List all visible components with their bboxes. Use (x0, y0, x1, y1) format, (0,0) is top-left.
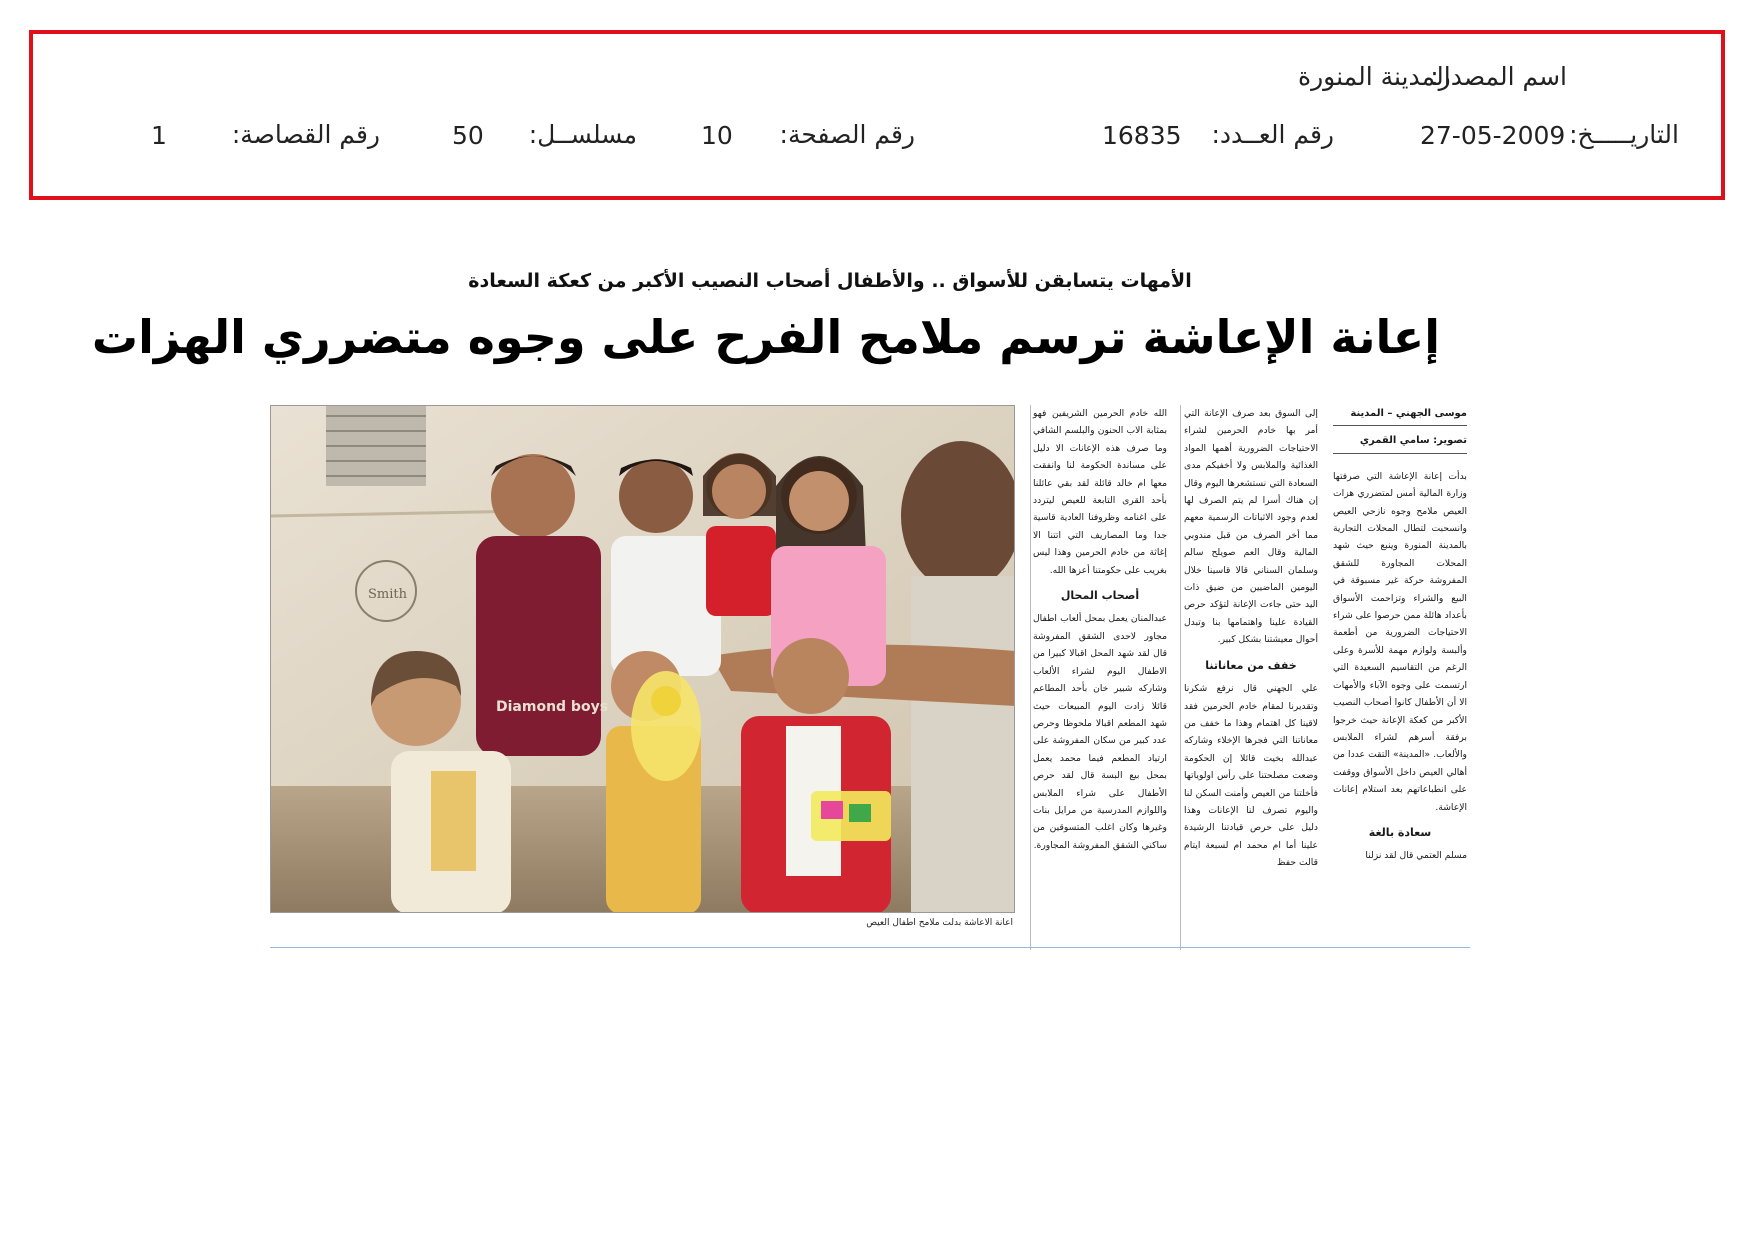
article-column-3 (1033, 405, 1167, 854)
article-column-1 (1333, 405, 1467, 865)
issue-label: رقم العــدد: (1211, 120, 1334, 149)
column-divider (1030, 405, 1031, 950)
article-photo (270, 405, 1015, 913)
source-value: المدينة المنورة (1298, 62, 1451, 91)
issue-value: 16835 (1102, 121, 1182, 150)
date-label: التاريـــــخ: (1569, 120, 1679, 149)
article-byline: موسى الجهني – المدينة (1333, 405, 1467, 426)
clip-number-value: 1 (151, 121, 167, 150)
photo-caption: اعانة الاعاشة بدلت ملامح اطفال العيص (866, 918, 1013, 928)
subheading-eased-suffering: خفف من معاناتنا (1205, 658, 1297, 672)
article-column-2 (1184, 405, 1318, 872)
column-1-paragraph-1: بدأت إعانة الإعاشة التي صرفتها وزارة المالية أمس لمتضرري هزات العيص ملامح وجوه نازحي العيص وانسحبت لتطال المحلات التجارية بالمدينة المنورة وينبع حيث شهد المحلات المجاورة للشقق المفروشة حركة غير مسبوقة في البيع والشراء وتزاحمت الأسواق بأعداد هائلة ممن حرصوا على شراء الاحتياجات الضرورية من أطعمة وألبسة ولوازم مهمة للأسرة وعلى الرغم من التقاسيم السعيدة التي ارتسمت على وجوه الآباء والأمهات الا أن الأطفال كانوا أصحاب النصيب الأكبر من كعكة الإعانة حيث خرجوا برفقة أسرهم لشراء الملابس والألعاب. «المدينة» التقت عددا من أهالي العيص داخل الأسواق ووقفت على انطباعاتهم بعد استلام إعانات الإعاشة. (1333, 470, 1467, 813)
serial-value: 50 (452, 121, 484, 150)
shirt-text: Diamond boys (496, 699, 609, 715)
clip-number-label: رقم القصاصة: (231, 120, 380, 149)
article-kicker: الأمهات يتسابقن للأسواق .. والأطفال أصحاب النصيب الأكبر من كعكة السعادة (468, 270, 1192, 292)
clipping-metadata-box (29, 30, 1725, 200)
subheading-extreme-happiness: سعادة بالغة (1368, 825, 1432, 839)
column-3-paragraph-2: عبدالمنان يعمل بمحل ألعاب اطفال مجاور لاحدى الشقق المفروشة قال لقد شهد المحل اقبالا كبيرا من الاطفال اليوم لشراء الألعاب وشاركه شبير خان بأحد المطاعم قائلا زادت اليوم المبيعات حيث شهد المطعم اقبالا ملحوظا وحرص عدد كبير من سكان المفروشة على ارتياد المطعم فيما محمد يعمل بمحل بيع البسة قال لقد حرص الأطفال على شراء الملابس واللوازم المدرسية من مرايل بنات وغيرها وكان اغلب المتسوقين من ساكني الشقق المفروشة المجاورة. (1033, 613, 1167, 851)
page-value: 10 (701, 121, 733, 150)
subheading-shop-owners: أصحاب المحال (1060, 589, 1140, 603)
source-label: اسم المصدر: (1430, 62, 1567, 91)
article-bottom-rule (270, 947, 1470, 948)
column-1-paragraph-2: مسلم العتمي قال لقد نزلنا (1365, 850, 1467, 862)
column-divider (1180, 405, 1181, 950)
tent-logo-text: Smith (368, 587, 407, 602)
date-value: 27-05-2009 (1420, 121, 1566, 150)
page-label: رقم الصفحة: (779, 120, 915, 149)
column-3-paragraph-1: الله خادم الحرمين الشريفين فهو بمثابة الاب الحنون والبلسم الشافي وما صرف هذه الإعانات الا دليل على مساندة الحكومة لنا وانفقت معها ام خالد قائلة لقد بقي عائلنا بأحد القرى التابعة للعيص ليتردد على اغنامه وظروفنا العادية قاسية جدا وما المصاريف التي اتتنا الا إغاثة من خادم الحرمين وهذا ليس بغريب على حكومتنا أعزها الله. (1033, 408, 1167, 576)
photo-credit: تصوير: سامي القمري (1333, 432, 1467, 453)
column-2-paragraph-2: علي الجهني قال نرفع شكرنا وتقديرنا لمقام خادم الحرمين فقد لاقينا كل اهتمام وهذا ما خفف من معاناتنا التي فجرها الإخلاء وشاركه عبدالله بخيت قائلا إن الحكومة وضعت مصلحتنا على رأس اولوياتها فأخلتنا من العيص وأمنت السكن لنا واليوم تصرف لنا الإعانات وهذا دليل على حرص قيادتنا الرشيدة علينا أما ام محمد ام لسبعة ايتام قالت حفظ (1184, 683, 1318, 869)
column-2-paragraph-1: إلى السوق بعد صرف الإعانة التي أمر بها خادم الحرمين لشراء الاحتياجات الضرورية أهمها المواد الغذائية والملابس ولا أخفيكم مدى السعادة التي نستشعرها اليوم وقال إن هناك أسرا لم يتم الصرف لها لعدم وجود الاثباتات الرسمية معهم مما أخر الصرف من قبل مندوبي المالية وقال العم صويلح سالم وسلمان السناني قالا قاسينا خلال اليومين الماضيين من ضيق ذات اليد حتى جاءت الإعانة لتؤكد حرص القيادة علينا واهتمامها بنا وتبدل أحوال معيشتنا بشكل كبير. (1184, 408, 1318, 646)
article-headline: إعانة الإعاشة ترسم ملامح الفرح على وجوه متضرري الهزات (91, 310, 1440, 364)
serial-label: مسلســل: (528, 120, 637, 149)
